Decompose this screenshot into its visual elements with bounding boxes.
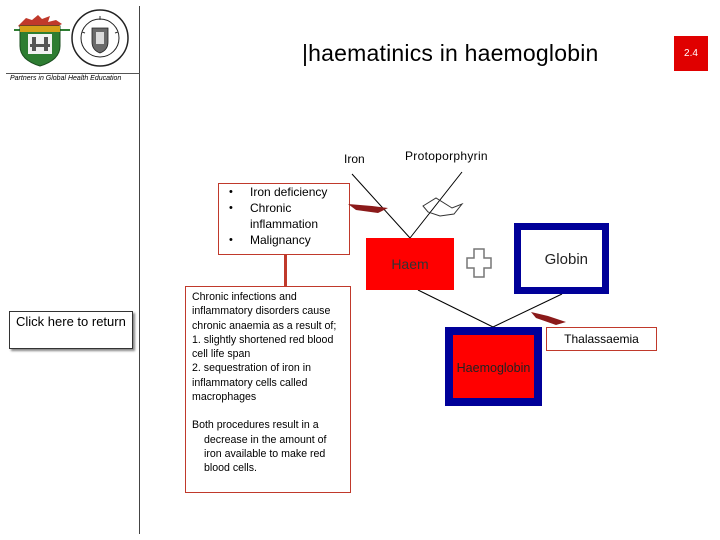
haem-box — [366, 238, 454, 290]
haemoglobin-label: Haemoglobin — [456, 361, 531, 375]
protoporphyrin-label: Protoporphyrin — [405, 149, 488, 163]
plus-icon — [466, 248, 492, 278]
cause-item: • Iron deficiency — [219, 184, 349, 200]
thalassaemia-label: Thalassaemia — [564, 332, 639, 346]
explanation-intro: Chronic infections and inflammatory disorders cause chronic anaemia as a result of; — [192, 291, 337, 332]
cause-item: • Malignancy — [219, 232, 349, 248]
haemoglobin-box — [445, 327, 542, 406]
page-title: |haematinics in haemoglobin — [302, 40, 599, 66]
explanation-point-2: 2. sequestration of iron in inflammatory cells called macrophages — [192, 362, 311, 404]
globin-box — [514, 223, 609, 294]
iron-label: Iron — [344, 152, 365, 166]
tagline: Partners in Global Health Education — [10, 75, 122, 82]
block-marker — [531, 312, 566, 325]
slide-number-badge: 2.4 — [674, 36, 708, 71]
return-button[interactable]: Click here to return — [9, 311, 133, 349]
explanation-conclusion: Both procedures result in a decrease in the amount of iron available to make red blood cells. — [192, 419, 327, 475]
cause-item: • Chronic inflammation — [219, 200, 349, 232]
thalassaemia-box — [546, 327, 657, 351]
globin-label: Globin — [544, 251, 588, 268]
haem-label: Haem — [391, 256, 429, 272]
block-marker — [348, 204, 388, 213]
explanation-point-1: 1. slightly shortened red blood cell life span — [192, 333, 334, 361]
